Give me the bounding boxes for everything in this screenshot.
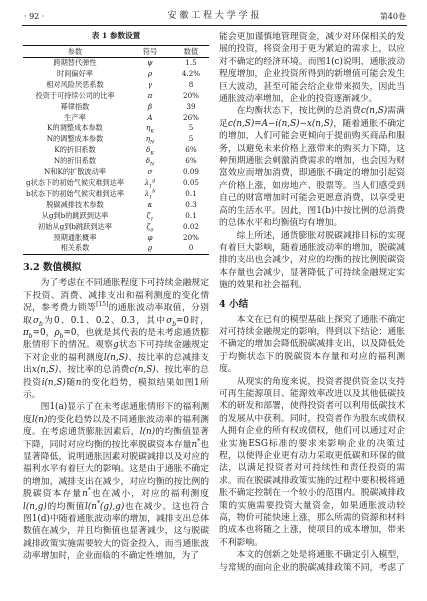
table-row <box>23 222 209 233</box>
value-cell: 26% <box>183 112 199 122</box>
right-column <box>219 31 405 597</box>
symbol-cell: $\lambda_1^g$ <box>144 177 156 189</box>
value-cell: 5 <box>188 123 194 133</box>
table-row <box>23 91 209 102</box>
value-cell: 0.1 <box>185 210 197 220</box>
param-name-cell: K的调整成本参数 <box>47 123 103 133</box>
table-row <box>23 156 209 167</box>
body-paragraph: 从现实的角度来说，投资者提供资金以支持可再生能源项目、能源效率改进以及其他低碳技术的研发和部署，使得投资者可以利用低碳技术的发展从中获利。同时，投资者作为股东或债权人拥有企业的所有权或债权，他们可以通过对企业实施ESG标准的要求来影响企业的决策过程，以使得企业更有动力采取更低碳和环保的做法，以满足投资者对可持续性和责任投资的需求。而在脱碳减排政策实施的过程中要积极将通胀不确定控制在一个较小的范围内。脱碳减排政策的实施需要投资大量资金，如果通胀波动较高，物价可能快速上涨，那么所需的资源和材料的成本也将随之上涨，使项目的成本增加，带来不利影响。 <box>219 376 405 548</box>
symbol-cell: β <box>147 101 153 111</box>
table-row <box>23 233 209 244</box>
symbol-cell: $\delta_N$ <box>145 156 155 168</box>
column-header-value: 数值 <box>173 46 209 58</box>
body-paragraph: 综上所述，通货膨胀对脱碳减排目标的实现有着巨大影响，随着通胀波动率的增加，脱碳减排的支出也会减少，对应的均衡的按比例脱碳资本存量也会减少，显著降低了可持续金融规定实施的效果和社会福利。 <box>219 230 405 291</box>
page-number: · 92 · <box>24 12 45 21</box>
value-cell: 0 <box>188 243 194 253</box>
param-name-cell: 生产率 <box>64 112 86 122</box>
param-name-cell: 幂律指数 <box>60 101 90 111</box>
param-name-cell: 从g到b的跳跃到达率 <box>41 210 109 220</box>
symbol-cell: $\eta_N$ <box>145 134 155 146</box>
table-row <box>23 69 209 80</box>
journal-title: 安 徽 工 程 大 学 学 报 <box>167 11 260 21</box>
symbol-cell: ψ <box>147 58 153 67</box>
body-paragraph: 本文在已有的模型基础上探究了通胀不确定对可持续金融规定的影响，得到以下结论：通胀不确定的增加会降低脱碳减排支出，以及降低处于均衡状态下的脱碳资本存量和对应的福利测度。 <box>219 314 405 375</box>
symbol-cell: $\lambda_1^b$ <box>144 188 156 200</box>
value-cell: 6% <box>185 145 197 155</box>
symbol-cell: ρ <box>147 68 153 78</box>
symbol-cell: ϱ <box>147 243 153 253</box>
table-row <box>23 80 209 91</box>
value-cell: 20% <box>183 232 199 242</box>
symbol-cell: A <box>147 112 153 122</box>
value-cell: 4.2% <box>181 68 201 78</box>
value-cell: 6% <box>185 156 197 166</box>
table-row <box>23 189 209 200</box>
body-paragraph-continues-next-page: 本文的创新之处是将通胀不确定引入模型，与常规的面向企业的脱碳减排政策不同，考虑了 <box>219 550 405 573</box>
value-cell: 0.09 <box>182 167 199 177</box>
symbol-cell: $\zeta_0$ <box>146 221 154 233</box>
value-cell: 0.02 <box>182 221 199 231</box>
value-cell: 0.3 <box>185 199 197 209</box>
param-name-cell: K的折旧系数 <box>54 145 96 155</box>
table-row <box>23 243 209 254</box>
param-name-cell: N的折旧系数 <box>53 156 97 166</box>
symbol-cell: κ <box>147 199 153 209</box>
value-cell: 1.5 <box>185 58 197 67</box>
param-name-cell: 预期通胀概率 <box>53 232 97 242</box>
section-heading-numerical-simulation: 3.2 数值模拟 <box>23 262 82 274</box>
table-row <box>23 102 209 113</box>
body-paragraph: 在均衡状态下，按比例的总消费c(n,S)需满足c(n,S)=A−i(n,S)−x(n,S)，随着通胀不确定的增加，人们可能会更倾向于提前购买商品和服务，以避免未来价格上涨带来的购买力下降，这种预期通胀会刺激消费需求的增加，也会因为财富效应而增加消费，即通胀不确定的增加引起资产价格上涨，如房地产、股票等。当人们感受到自己的财富增加时可能会更愿意消费，以享受更高的生活水平。因此，图1(b)中按比例的总消费的总体水平和均衡值均有增加。 <box>219 106 405 229</box>
table-row <box>23 58 209 69</box>
table-row <box>23 113 209 124</box>
parameter-table <box>23 45 209 255</box>
table-row <box>23 200 209 211</box>
value-cell: 20% <box>183 90 199 100</box>
table-header-row <box>23 46 209 58</box>
param-name-cell: 脱碳减排技术参数 <box>46 199 104 209</box>
column-header-param: 参数 <box>23 46 127 58</box>
param-name-cell: N的调整成本参数 <box>46 134 104 144</box>
value-cell: 5 <box>188 134 194 144</box>
symbol-cell: $\zeta_1$ <box>146 210 154 222</box>
symbol-cell: φ <box>147 232 153 242</box>
param-name-cell: N和K的扩散波动率 <box>44 167 106 177</box>
param-name-cell: 相对风险厌恶系数 <box>46 79 104 89</box>
left-column <box>23 31 209 597</box>
table-row <box>23 123 209 134</box>
param-name-cell: 投资于可持续公司的比率 <box>35 90 115 100</box>
table-row <box>23 167 209 178</box>
table-row <box>23 145 209 156</box>
table-row <box>23 211 209 222</box>
table-row <box>23 134 209 145</box>
symbol-cell: γ <box>147 79 153 89</box>
table-caption: 表 1 参数设置 <box>91 31 141 40</box>
symbol-cell: $\eta_K$ <box>146 123 154 135</box>
body-paragraph: 图1(a)显示了在未考虑通胀情形下的福利测度l(n)的变化趋势以及不同通胀波动率的福利测度。在考虑通货膨胀因素后，l(n)的均衡值显著下降，同时对应均衡的按比率脱碳资本存量n*也显著降低，说明通胀因素对脱碳减排以及对应的福利水平有着巨大的影响。这是由于通胀不确定的增加，减排支出在减少，对应均衡的按比例的脱碳资本存量n*也在减小，对应的福利测度l(n,g)的均衡值l(n*(g),g)也在减少。这也符合图1(d)中随着通胀波动率的增加，减排支出总体数值在减少，并且均衡值也显著减少，这与脱碳减排政策实施需要较大的资金投入，而当通胀波动率增加时，企业面临的不确定性增加，为了 <box>23 402 209 562</box>
symbol-cell: $\delta_K$ <box>146 145 154 157</box>
symbol-cell: σ <box>147 167 153 177</box>
param-name-cell: b状态下的初始气候灾难到达率 <box>25 188 125 198</box>
value-cell: 0.05 <box>182 177 199 187</box>
volume-label: 第40卷 <box>379 12 406 21</box>
param-name-cell: g状态下的初始气候灾难到达率 <box>25 177 125 187</box>
header-rule <box>22 25 407 26</box>
param-name-cell: 初始从g到b跳跃到达率 <box>38 221 112 231</box>
body-paragraph-continued: 能会更加谨慎地管理资金，减少对环保相关的发展的投资，将资金用于更为紧迫的需求上，以应对不确定的经济环境。而图1(c)说明，通胀波动程度增加，企业投资所得到的新增值可能会发生巨大波动，甚至可能会给企业带来损失，因此当通胀波动率增加，企业的投资逐渐减少。 <box>219 32 405 105</box>
body-paragraph: 为了考虑在不同通胀程度下可持续金融规定下投资、消费、减排支出和福利测度的变化情况，参考费力锁等[15]的通胀波动率取值，分别取$\sigma_b$为0、0.1、0.2、0.3，其中$\sigma_b=0$时，$\pi_b=0$，$\rho_b=0$，也就是其代表的是未考虑通货膨胀情形下的情况。观察g状态下可持续金融规定下对企业的福利测度l(n,S)、按比率的总减排支出x(n,S)、按比率的总消费c(n,S)、按比率的总投资i(n,S)随n的变化趋势，模拟结果如图1所示。 <box>23 278 209 400</box>
value-cell: 39 <box>186 101 196 111</box>
param-name-cell: 相关系数 <box>60 243 90 253</box>
symbol-cell: π <box>147 90 153 100</box>
param-name-cell: 时间偏好率 <box>57 68 93 78</box>
value-cell: 0.1 <box>185 188 197 198</box>
column-header-symbol: 符号 <box>127 46 173 58</box>
param-name-cell: 跨期替代弹性 <box>53 58 97 67</box>
table-row <box>23 178 209 189</box>
section-heading-summary: 4 小结 <box>219 298 249 310</box>
value-cell: 8 <box>188 79 194 89</box>
